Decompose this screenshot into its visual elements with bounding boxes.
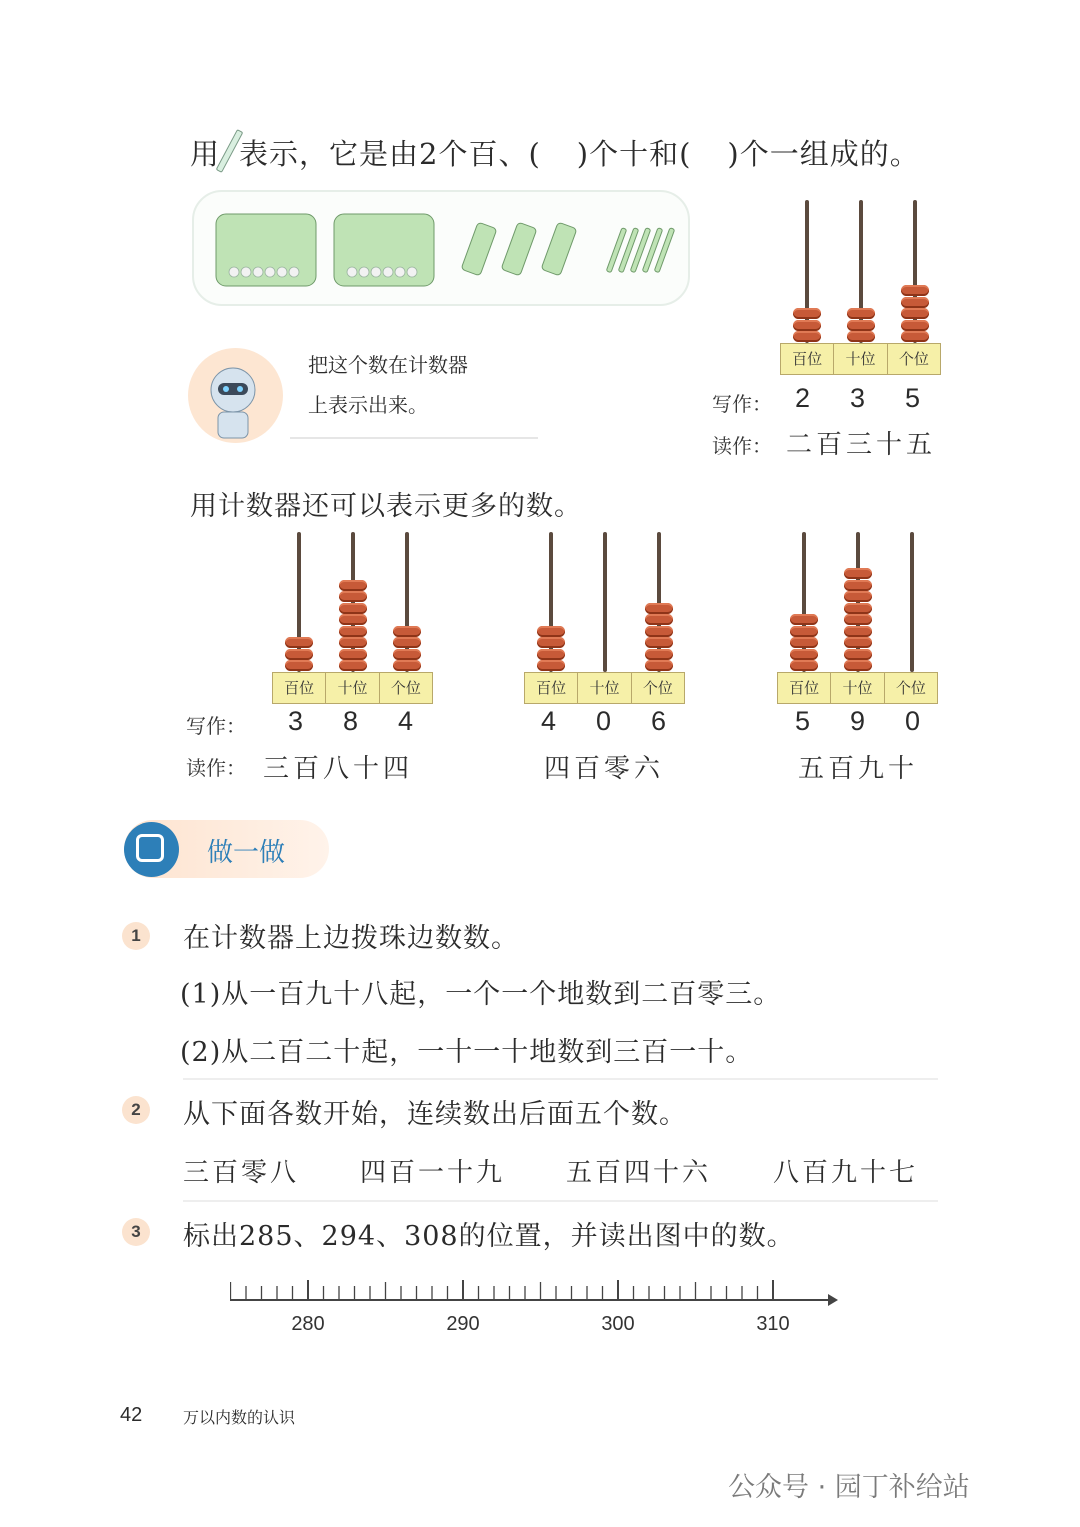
arrow-icon xyxy=(828,1294,838,1306)
abacus-bead xyxy=(901,285,929,296)
divider xyxy=(183,1200,938,1202)
c1-read: 三百八十四 xyxy=(263,754,414,784)
abacus-bead xyxy=(393,649,421,660)
q2-number-3: 五百四十六 xyxy=(566,1158,712,1188)
bubble-line-2: 上表示出来。 xyxy=(308,393,428,417)
abacus-bead xyxy=(339,614,367,625)
abacus-bead xyxy=(847,331,875,342)
q3-text: 标出285、294、308的位置，并读出图中的数。 xyxy=(183,1221,795,1252)
number-line xyxy=(230,1280,840,1360)
place-label: 十位 xyxy=(326,673,379,703)
abacus-bead xyxy=(901,331,929,342)
c2-digit-hundreds: 4 xyxy=(541,706,557,736)
abacus-bead xyxy=(339,580,367,591)
place-label: 百位 xyxy=(778,673,831,703)
abacus-bead xyxy=(844,649,872,660)
abacus-bead xyxy=(645,603,673,614)
intro-pre: 用 xyxy=(190,137,221,171)
axis-label: 290 xyxy=(446,1313,480,1335)
c1-digit-ones: 4 xyxy=(398,706,414,736)
intro-end: )个一组成的。 xyxy=(727,137,920,171)
abacus-bead xyxy=(790,614,818,625)
intro-sentence xyxy=(190,128,920,174)
abacus-bead xyxy=(285,637,313,648)
axis-label: 280 xyxy=(291,1313,325,1335)
read-label: 读作： xyxy=(712,434,772,458)
bubble-line-1: 把这个数在计数器 xyxy=(308,353,468,377)
abacus-bead xyxy=(537,637,565,648)
abacus-bead xyxy=(285,660,313,671)
watermark: 公众号 · 园丁补给站 xyxy=(728,1472,970,1503)
q1-text: 在计数器上边拨珠边数数。 xyxy=(183,923,519,954)
axis-label: 310 xyxy=(756,1313,790,1335)
c3-read: 五百九十 xyxy=(798,754,919,784)
example-read: 二百三十五 xyxy=(786,430,937,460)
place-value-base xyxy=(524,672,685,704)
q2-number-4: 八百九十七 xyxy=(773,1158,919,1188)
c3-digit-tens: 9 xyxy=(850,706,866,736)
abacus-384 xyxy=(272,532,434,704)
heading-more-numbers: 用计数器还可以表示更多的数。 xyxy=(190,491,582,522)
abacus-bead xyxy=(645,614,673,625)
abacus-bead xyxy=(844,637,872,648)
abacus-bead xyxy=(339,649,367,660)
example-digit-tens: 3 xyxy=(850,383,866,413)
practice-icon-inner xyxy=(136,834,164,862)
abacus-bead xyxy=(793,331,821,342)
place-value-base xyxy=(272,672,433,704)
abacus-bead xyxy=(790,637,818,648)
q2-number: 2 xyxy=(122,1096,150,1124)
q1-sub2: (2)从二百二十起，一十一十地数到三百一十。 xyxy=(180,1037,754,1068)
axis-label: 300 xyxy=(601,1313,635,1335)
example-digit-ones: 5 xyxy=(905,383,921,413)
q1-number: 1 xyxy=(122,922,150,950)
abacus-bead xyxy=(339,626,367,637)
abacus-bead xyxy=(645,637,673,648)
place-label: 个位 xyxy=(390,679,421,697)
abacus-bead xyxy=(844,660,872,671)
place-label: 百位 xyxy=(781,344,834,374)
speech-bubble xyxy=(290,345,538,439)
abacus-bead xyxy=(339,660,367,671)
stick-bundles-illustration xyxy=(192,190,690,306)
read-label-2: 读作： xyxy=(186,756,246,780)
abacus-bead xyxy=(537,649,565,660)
abacus-bead xyxy=(901,297,929,308)
abacus-590 xyxy=(777,532,939,704)
abacus-bead xyxy=(844,580,872,591)
c2-digit-tens: 0 xyxy=(596,706,612,736)
c2-read: 四百零六 xyxy=(544,754,665,784)
place-label: 十位 xyxy=(578,673,631,703)
abacus-406 xyxy=(524,532,686,704)
place-label: 百位 xyxy=(273,673,326,703)
place-label: 个位 xyxy=(895,679,926,697)
q3-number: 3 xyxy=(122,1218,150,1246)
abacus-example xyxy=(780,200,942,375)
write-label: 写作： xyxy=(712,392,772,416)
c3-digit-ones: 0 xyxy=(905,706,921,736)
place-label: 个位 xyxy=(642,679,673,697)
place-label: 个位 xyxy=(898,350,929,368)
place-value-base xyxy=(777,672,938,704)
c2-digit-ones: 6 xyxy=(651,706,667,736)
c1-digit-hundreds: 3 xyxy=(288,706,304,736)
abacus-rod xyxy=(910,532,914,672)
abacus-bead xyxy=(537,626,565,637)
abacus-bead xyxy=(844,614,872,625)
intro-post: 表示，它是由2个百、( xyxy=(239,137,541,171)
q2-number-2: 四百一十九 xyxy=(360,1158,506,1188)
q2-text: 从下面各数开始，连续数出后面五个数。 xyxy=(183,1099,687,1130)
abacus-bead xyxy=(844,626,872,637)
abacus-bead xyxy=(790,626,818,637)
q1-sub1: (1)从一百九十八起，一个一个地数到二百零三。 xyxy=(180,979,782,1010)
chapter-title: 万以内数的认识 xyxy=(183,1408,296,1427)
page-number: 42 xyxy=(120,1404,143,1426)
abacus-bead xyxy=(790,649,818,660)
abacus-bead xyxy=(393,626,421,637)
bundles-icon xyxy=(194,192,688,304)
place-label: 十位 xyxy=(831,673,884,703)
abacus-bead xyxy=(339,591,367,602)
c3-digit-hundreds: 5 xyxy=(795,706,811,736)
abacus-bead xyxy=(847,308,875,319)
abacus-bead xyxy=(844,603,872,614)
abacus-bead xyxy=(339,637,367,648)
place-label: 十位 xyxy=(834,344,887,374)
write-label-2: 写作： xyxy=(186,714,246,738)
abacus-bead xyxy=(393,660,421,671)
robot-icon xyxy=(188,348,283,443)
c1-digit-tens: 8 xyxy=(343,706,359,736)
abacus-bead xyxy=(790,660,818,671)
abacus-rod xyxy=(603,532,607,672)
abacus-bead xyxy=(847,320,875,331)
abacus-bead xyxy=(793,320,821,331)
abacus-bead xyxy=(645,626,673,637)
abacus-bead xyxy=(285,649,313,660)
place-label: 百位 xyxy=(525,673,578,703)
abacus-bead xyxy=(537,660,565,671)
abacus-bead xyxy=(844,591,872,602)
abacus-bead xyxy=(901,308,929,319)
intro-mid: )个十和( xyxy=(576,137,692,171)
example-digit-hundreds: 2 xyxy=(795,383,811,413)
abacus-bead xyxy=(901,320,929,331)
abacus-bead xyxy=(844,568,872,579)
abacus-bead xyxy=(793,308,821,319)
section-tab-label: 做一做 xyxy=(207,838,286,868)
place-value-base xyxy=(780,343,941,375)
divider xyxy=(183,1078,938,1080)
abacus-bead xyxy=(645,660,673,671)
abacus-bead xyxy=(339,603,367,614)
q2-number-1: 三百零八 xyxy=(183,1158,300,1188)
abacus-bead xyxy=(393,637,421,648)
abacus-bead xyxy=(645,649,673,660)
robot-avatar xyxy=(188,348,283,443)
